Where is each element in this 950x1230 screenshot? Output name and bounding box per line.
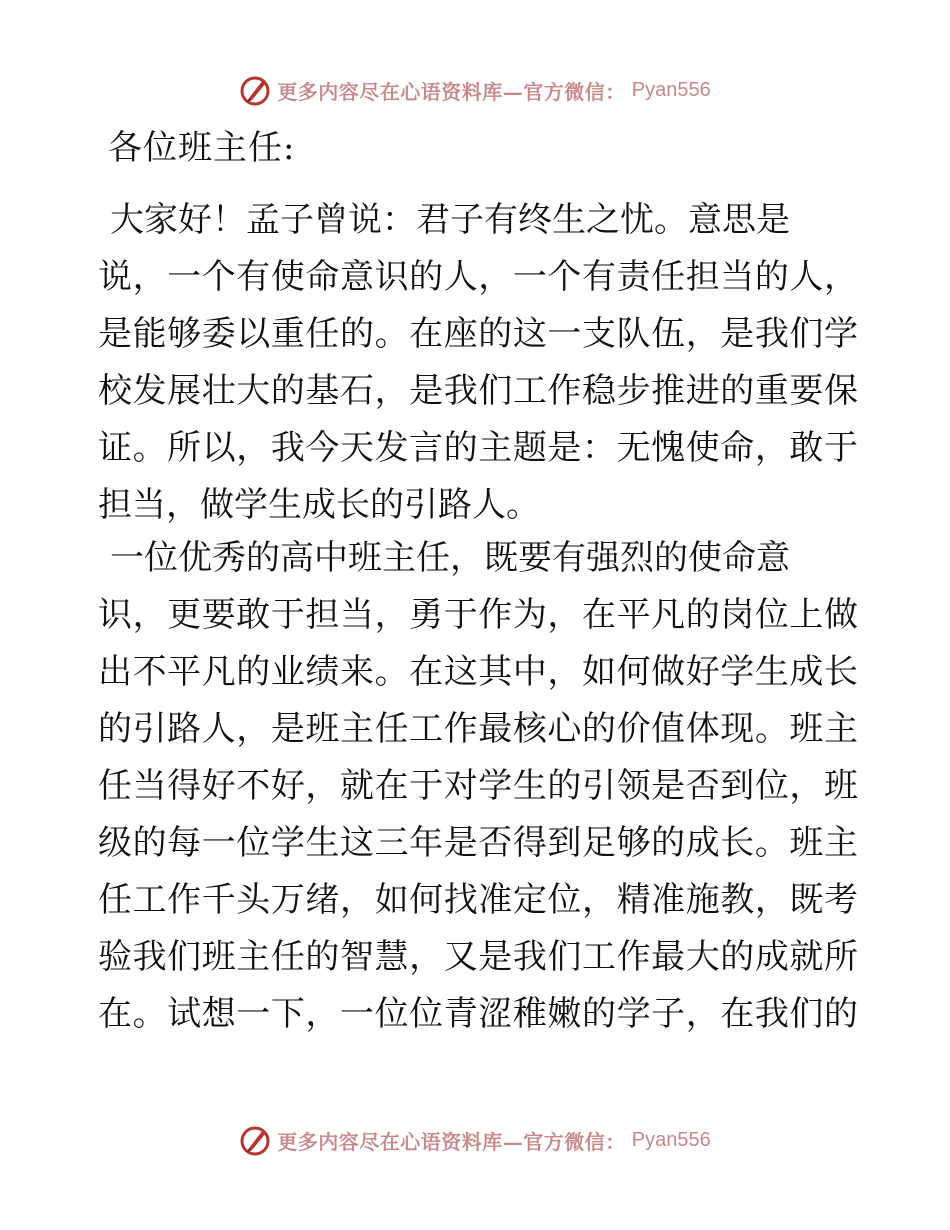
paragraph-line: 说，一个有使命意识的人，一个有责任担当的人， xyxy=(98,257,858,297)
paragraph-line: 担当，做学生成长的引路人。 xyxy=(98,485,540,525)
watermark-text: 更多内容尽在心语资料库—官方微信： xyxy=(277,1129,626,1154)
watermark-text: 更多内容尽在心语资料库—官方微信： xyxy=(277,79,626,104)
paragraph-line: 证。所以，我今天发言的主题是：无愧使命，敢于 xyxy=(98,428,858,468)
paragraph-line: 任当得好不好，就在于对学生的引领是否到位，班 xyxy=(98,766,858,806)
paragraph-line: 验我们班主任的智慧，又是我们工作最大的成就所 xyxy=(98,937,858,977)
paragraph-line: 任工作千头万绪，如何找准定位，精准施教，既考 xyxy=(98,880,858,920)
paragraph-line: 大家好！孟子曾说：君子有终生之忧。意思是 xyxy=(110,200,790,240)
paragraph-line: 校发展壮大的基石，是我们工作稳步推进的重要保 xyxy=(98,371,858,411)
footer-watermark xyxy=(0,1120,950,1160)
paragraph-1 xyxy=(98,192,858,534)
paragraph-line: 出不平凡的业绩来。在这其中，如何做好学生成长 xyxy=(98,652,858,692)
paragraph-2 xyxy=(98,530,858,1043)
paragraph-line: 级的每一位学生这三年是否得到足够的成长。班主 xyxy=(98,823,858,863)
header-watermark xyxy=(0,70,950,110)
quill-pen-logo-icon xyxy=(239,1124,271,1156)
paragraph-line: 的引路人，是班主任工作最核心的价值体现。班主 xyxy=(98,709,858,749)
paragraph-line: 识，更要敢于担当，勇于作为，在平凡的岗位上做 xyxy=(98,595,858,635)
watermark-wechat-id: Pyan556 xyxy=(631,78,711,101)
quill-pen-logo-icon xyxy=(239,74,271,106)
paragraph-line: 是能够委以重任的。在座的这一支队伍，是我们学 xyxy=(98,314,858,354)
paragraph-line: 在。试想一下，一位位青涩稚嫩的学子，在我们的 xyxy=(98,994,858,1034)
salutation: 各位班主任: xyxy=(108,128,296,168)
paragraph-line: 一位优秀的高中班主任，既要有强烈的使命意 xyxy=(110,538,790,578)
watermark-wechat-id: Pyan556 xyxy=(631,1128,711,1151)
